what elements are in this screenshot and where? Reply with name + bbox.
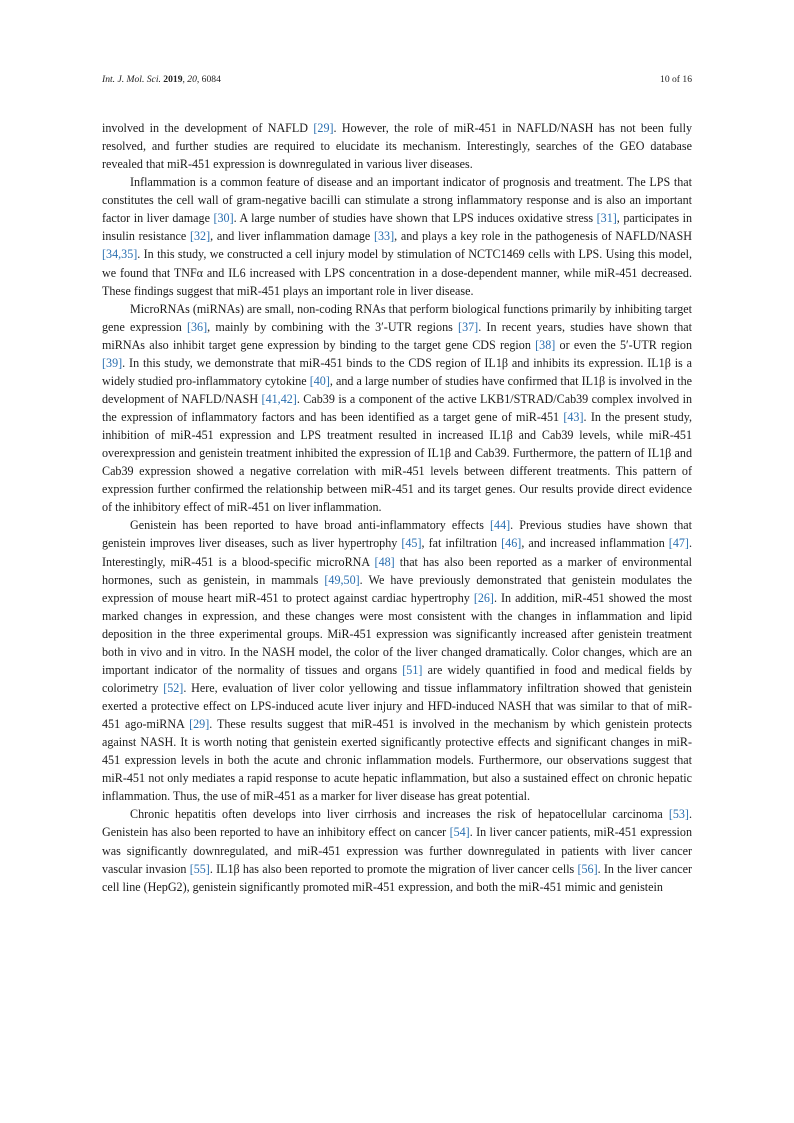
citation-link[interactable]: [30] xyxy=(213,211,234,226)
citation-link[interactable]: [34,35] xyxy=(102,247,138,262)
citation-link[interactable]: [29] xyxy=(189,717,210,732)
citation-link[interactable]: [46] xyxy=(501,536,522,551)
citation-link[interactable]: [53] xyxy=(668,807,689,822)
body-text xyxy=(102,119,692,896)
paragraph: MicroRNAs (miRNAs) are small, non-coding RNAs that perform biological functions primarily by inhibiting target gene expression [36], mainly by combining with the 3′-UTR regions [37]. In recent years, studies have shown that miRNAs also inhibit target gene expression by binding to the target gene CDS region [38] or even the 5′-UTR region [39]. In this study, we demonstrate that miR-451 binds to the CDS region of IL1β and inhibits its expression. IL1β is a widely studied pro-inflammatory cytokine [40], and a large number of studies have confirmed that IL1β is involved in the development of NAFLD/NASH [41,42]. Cab39 is a component of the active LKB1/STRAD/Cab39 complex involved in the expression of inflammatory factors and has been identified as a target gene of miR-451 [43]. In the present study, inhibition of miR-451 expression and LPS treatment resulted in increased IL1β and Cab39 levels, while miR-451 overexpression and genistein treatment inhibited the expression of IL1β and Cab39. Furthermore, the pattern of IL1β and Cab39 expression showed a negative correlation with miR-451 levels between different treatments. This pattern of expression further confirmed the relationship between miR-451 and its target genes. Our results provide direct evidence of the inhibitory effect of miR-451 on liver inflammation. xyxy=(102,301,692,515)
citation-link[interactable]: [55] xyxy=(189,861,210,876)
citation-link[interactable]: [26] xyxy=(473,590,494,605)
citation-link[interactable]: [37] xyxy=(458,319,479,334)
citation-link[interactable]: [31] xyxy=(596,211,617,226)
running-header xyxy=(102,74,692,88)
citation-link[interactable]: [43] xyxy=(563,410,584,424)
citation-link[interactable]: [38] xyxy=(535,337,556,352)
citation-link[interactable]: [39] xyxy=(102,355,123,370)
paragraph: involved in the development of NAFLD [29]. However, the role of miR-451 in NAFLD/NASH has not been fully resolved, and further studies are required to elucidate its mechanism. Interestingly, searches of the GEO database revealed that miR-451 expression is downregulated in various liver diseases. xyxy=(102,121,692,172)
citation-link[interactable]: [36] xyxy=(186,319,208,334)
journal-citation: Int. J. Mol. Sci. 2019, 20, 6084 xyxy=(102,74,221,85)
journal-name: Int. J. Mol. Sci. xyxy=(102,74,161,85)
page-number: 10 of 16 xyxy=(660,74,692,85)
citation-link[interactable]: [49,50] xyxy=(324,572,360,587)
journal-volume: 20 xyxy=(187,74,197,85)
citation-link[interactable]: [33] xyxy=(373,229,395,244)
citation-link[interactable]: [40] xyxy=(309,373,330,388)
citation-link[interactable]: [52] xyxy=(163,680,184,695)
paragraph: Genistein has been reported to have broad anti-inflammatory effects [44]. Previous studies have shown that genistein improves liver diseases, such as liver hypertrophy [45], fat infiltration [46], and increased inflammation [47]. Interestingly, miR-451 is a blood-specific microRNA [48] that has also been reported as a marker of environmental hormones, such as genistein, in mammals [49,50]. We have previously demonstrated that genistein modulates the expression of mouse heart miR-451 to protect against cardiac hypertrophy [26]. In addition, miR-451 showed the most marked changes in expression, and these changes were most consistent with the changes in inflammation and lipid deposition in the three experimental groups. MiR-451 expression was significantly increased after genistein treatment both in vivo and in vitro. In the NASH model, the color of the liver changed dramatically. Color changes, which are an important indicator of the normality of tissues and organs [51] are widely quantified in food and medical fields by colorimetry [52]. Here, evaluation of liver color yellowing and tissue inflammatory infiltration showed that genistein exerted a protective effect on LPS-induced acute liver injury and HFD-induced NASH that was similar to that of miR-451 ago-miRNA [29]. These results suggest that miR-451 is involved in the mechanism by which genistein protects against NASH. It is worth noting that genistein exerted significantly protective effects and significant changes in miR-451 expression levels in both the acute and chronic inflammation models. Furthermore, our observations suggest that miR-451 not only mediates a rapid response to acute hepatic inflammation, but also a sustained effect on chronic hepatic inflammation. Thus, the use of miR-451 as a marker for liver disease has great potential. xyxy=(102,518,693,804)
citation-link[interactable]: [41,42] xyxy=(261,391,297,406)
citation-link[interactable]: [44] xyxy=(490,518,511,533)
citation-link[interactable]: [48] xyxy=(374,554,395,569)
paragraph: Inflammation is a common feature of disease and an important indicator of prognosis and treatment. The LPS that constitutes the cell wall of gram-negative bacilli can stimulate a strong inflammatory response and is also an important factor in liver damage [30]. A large number of studies have shown that LPS induces oxidative stress [31], participates in insulin resistance [32], and liver inflammation damage [33], and plays a key role in the pathogenesis of NAFLD/NASH [34,35]. In this study, we constructed a cell injury model by stimulation of NCTC1469 cells with LPS. Using this model, we found that TNFα and IL6 increased with LPS concentration in a dose-dependent manner, while miR-451 decreased. These findings suggest that miR-451 plays an important role in liver disease. xyxy=(102,175,692,298)
journal-year: 2019 xyxy=(163,74,183,85)
citation-link[interactable]: [56] xyxy=(577,861,598,876)
paragraph: Chronic hepatitis often develops into liver cirrhosis and increases the risk of hepatocellular carcinoma [53]. Genistein has also been reported to have an inhibitory effect on cancer [54]. In liver cancer patients, miR-451 expression was significantly downregulated, and miR-451 expression was further downregulated in patients with liver cancer vascular invasion [55]. IL1β has also been reported to promote the migration of liver cancer cells [56]. In the liver cancer cell line (HepG2), genistein significantly promoted miR-451 expression, and both the miR-451 mimic and genistein xyxy=(102,807,693,894)
citation-link[interactable]: [51] xyxy=(402,662,423,677)
article-number: 6084 xyxy=(201,74,221,85)
citation-link[interactable]: [29] xyxy=(313,121,334,135)
citation-link[interactable]: [45] xyxy=(401,536,422,551)
citation-link[interactable]: [54] xyxy=(449,825,470,840)
citation-link[interactable]: [47] xyxy=(668,536,689,551)
citation-link[interactable]: [32] xyxy=(189,229,211,244)
